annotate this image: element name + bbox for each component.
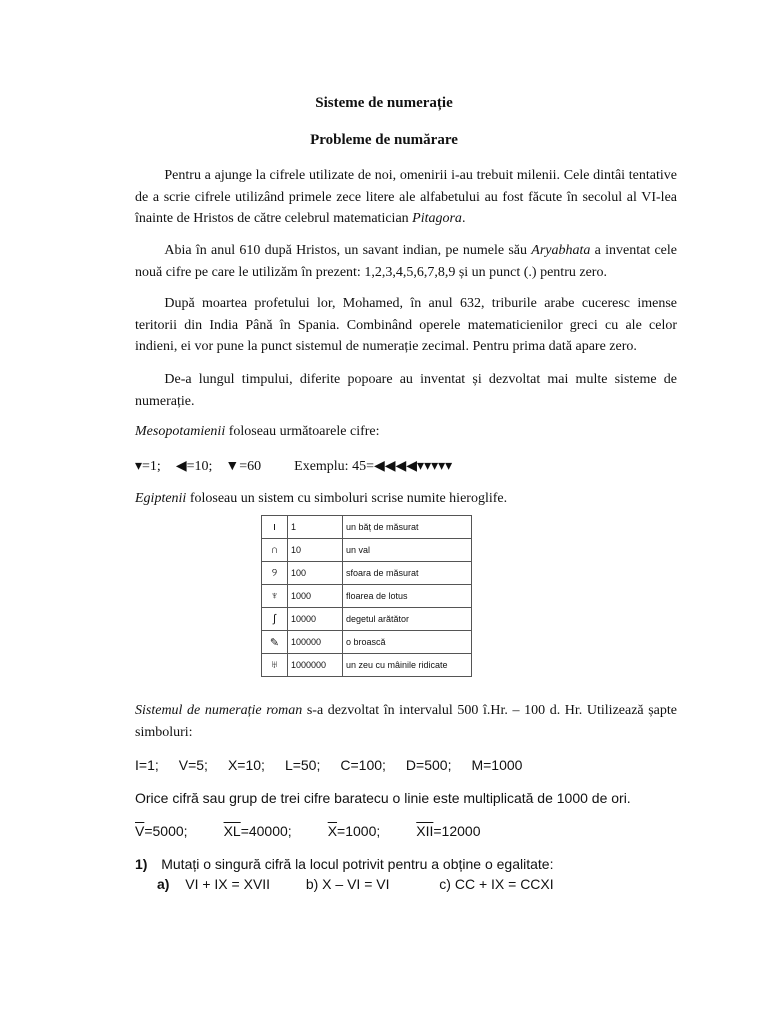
hieroglyph-symbol: ✎ [262, 631, 288, 654]
meso-symbol-1: ▾=1; [135, 459, 161, 474]
mesopotamian-label: Mesopotamienii [135, 424, 226, 439]
hieroglyph-value: 10000 [288, 608, 343, 631]
overline-example [328, 823, 381, 839]
exercise-items [157, 876, 554, 892]
hieroglyph-symbol: ♅ [262, 654, 288, 677]
exercise-c: c) CC + IX = CCXI [439, 876, 554, 892]
exercise-1 [135, 856, 553, 872]
paragraph-1-end: . [461, 211, 466, 226]
hieroglyph-description: degetul arătător [343, 608, 472, 631]
hieroglyph-symbol: ∫ [262, 608, 288, 631]
hieroglyph-value: 10 [288, 539, 343, 562]
mesopotamian-symbols [135, 458, 452, 475]
roman-value: L=50; [284, 757, 321, 773]
overline-value: =5000; [144, 823, 188, 839]
roman-value: C=100; [340, 757, 386, 773]
overlined-numeral: $\overline{V}$ [135, 823, 145, 839]
overline-example [224, 823, 292, 839]
mesopotamian-text: foloseau următoarele cifre: [225, 424, 380, 439]
hieroglyph-row [262, 539, 472, 562]
exercise-a-label: a) [157, 876, 170, 892]
document-subtitle: Probleme de numărare [310, 132, 458, 148]
paragraph-4: De-a lungul timpului, diferite popoare au inventat și dezvoltat mai multe sisteme de numerație. [135, 372, 677, 409]
overline-value: =40000; [240, 823, 292, 839]
meso-symbol-10: ◀=10; [175, 459, 213, 474]
hieroglyph-symbol: ୨ [262, 562, 288, 585]
hieroglyph-description: un zeu cu mâinile ridicate [343, 654, 472, 677]
exercise-b: b) X – VI = VI [305, 876, 390, 892]
hieroglyph-description: o broască [343, 631, 472, 654]
hieroglyph-symbol: ∩ [262, 539, 288, 562]
overline-rule: Orice cifră sau grup de trei cifre baratecu o linie este multiplicată de 1000 de ori. [135, 790, 631, 806]
overlined-numeral: $\overline{XII}$ [416, 823, 434, 839]
roman-value: M=1000 [471, 757, 523, 773]
hieroglyph-symbol: ı [262, 516, 288, 539]
meso-example-label: Exemplu: 45= [294, 459, 374, 474]
overline-value: =1000; [337, 823, 381, 839]
hieroglyph-description: floarea de lotus [343, 585, 472, 608]
hieroglyph-description: sfoara de măsurat [343, 562, 472, 585]
hieroglyph-row [262, 608, 472, 631]
hieroglyph-value: 1000 [288, 585, 343, 608]
egyptian-text: foloseau un sistem cu simboluri scrise numite hieroglife. [186, 491, 508, 506]
roman-intro [135, 700, 677, 743]
roman-values [135, 757, 542, 773]
hieroglyph-row [262, 631, 472, 654]
exercise-text: Mutați o singură cifră la locul potrivit pentru a obține o egalitate: [161, 856, 554, 872]
overline-examples [135, 823, 516, 839]
exercise-a: VI + IX = XVII [185, 876, 271, 892]
paragraph-2-end: a inventat cele nouă cifre pe care le utilizăm în prezent: 1,2,3,4,5,6,7,8,9 și un punct (.) pentru zero. [135, 243, 678, 280]
paragraph-1-text: Pentru a ajunge la cifrele utilizate de noi, omenirii i-au trebuit milenii. Cele dintâi tentative de a scrie cifrele utilizând primele zece litere ale alfabetului au fost făcute în secolul al VI-lea înainte de Hristos de către celebrul matematician [135, 168, 677, 226]
overlined-numeral: $\overline{X}$ [327, 823, 338, 839]
hieroglyph-row [262, 654, 472, 677]
roman-value: D=500; [405, 757, 452, 773]
exercise-number: 1) [135, 856, 148, 872]
hieroglyph-value: 1 [288, 516, 343, 539]
egyptian-label: Egiptenii [135, 491, 187, 506]
overline-value: =12000 [433, 823, 481, 839]
document-title: Sisteme de numerație [315, 95, 453, 111]
overline-example [416, 823, 480, 839]
meso-example-symbols: ◀◀◀◀▾▾▾▾▾ [373, 459, 453, 474]
overlined-numeral: $\overline{XL}$ [223, 823, 241, 839]
egyptian-intro [135, 491, 507, 507]
hieroglyph-value: 1000000 [288, 654, 343, 677]
mesopotamian-intro [135, 424, 380, 440]
paragraph-1-name: Pitagora [412, 211, 462, 226]
roman-value: V=5; [178, 757, 208, 773]
overline-example [135, 823, 188, 839]
paragraph-2-name: Aryabhata [531, 243, 591, 258]
hieroglyph-row [262, 585, 472, 608]
paragraph-2 [135, 240, 677, 283]
roman-label: Sistemul de numerație roman [135, 703, 303, 718]
roman-value: X=10; [227, 757, 265, 773]
hieroglyph-table [261, 515, 472, 677]
paragraph-3: După moartea profetului lor, Mohamed, în anul 632, triburile arabe cuceresc imense teritorii din India Până în Spania. Combinând operele matematicienilor greci cu ale celor indieni, ei vor pune la punct sistemul de numerație zecimal. Pentru prima dată apare zero. [135, 296, 677, 354]
paragraph-2-text: Abia în anul 610 după Hristos, un savant indian, pe numele său [164, 243, 532, 258]
hieroglyph-description: un val [343, 539, 472, 562]
meso-symbol-60: ▼=60 [225, 459, 262, 474]
hieroglyph-value: 100 [288, 562, 343, 585]
hieroglyph-row [262, 562, 472, 585]
roman-text: s-a dezvoltat în intervalul 500 î.Hr. – 100 d. Hr. Utilizează șapte simboluri: [135, 703, 677, 740]
hieroglyph-row [262, 516, 472, 539]
paragraph-1 [135, 165, 677, 230]
hieroglyph-value: 100000 [288, 631, 343, 654]
hieroglyph-description: un băț de măsurat [343, 516, 472, 539]
hieroglyph-symbol: ♆ [262, 585, 288, 608]
roman-value: I=1; [135, 757, 159, 773]
